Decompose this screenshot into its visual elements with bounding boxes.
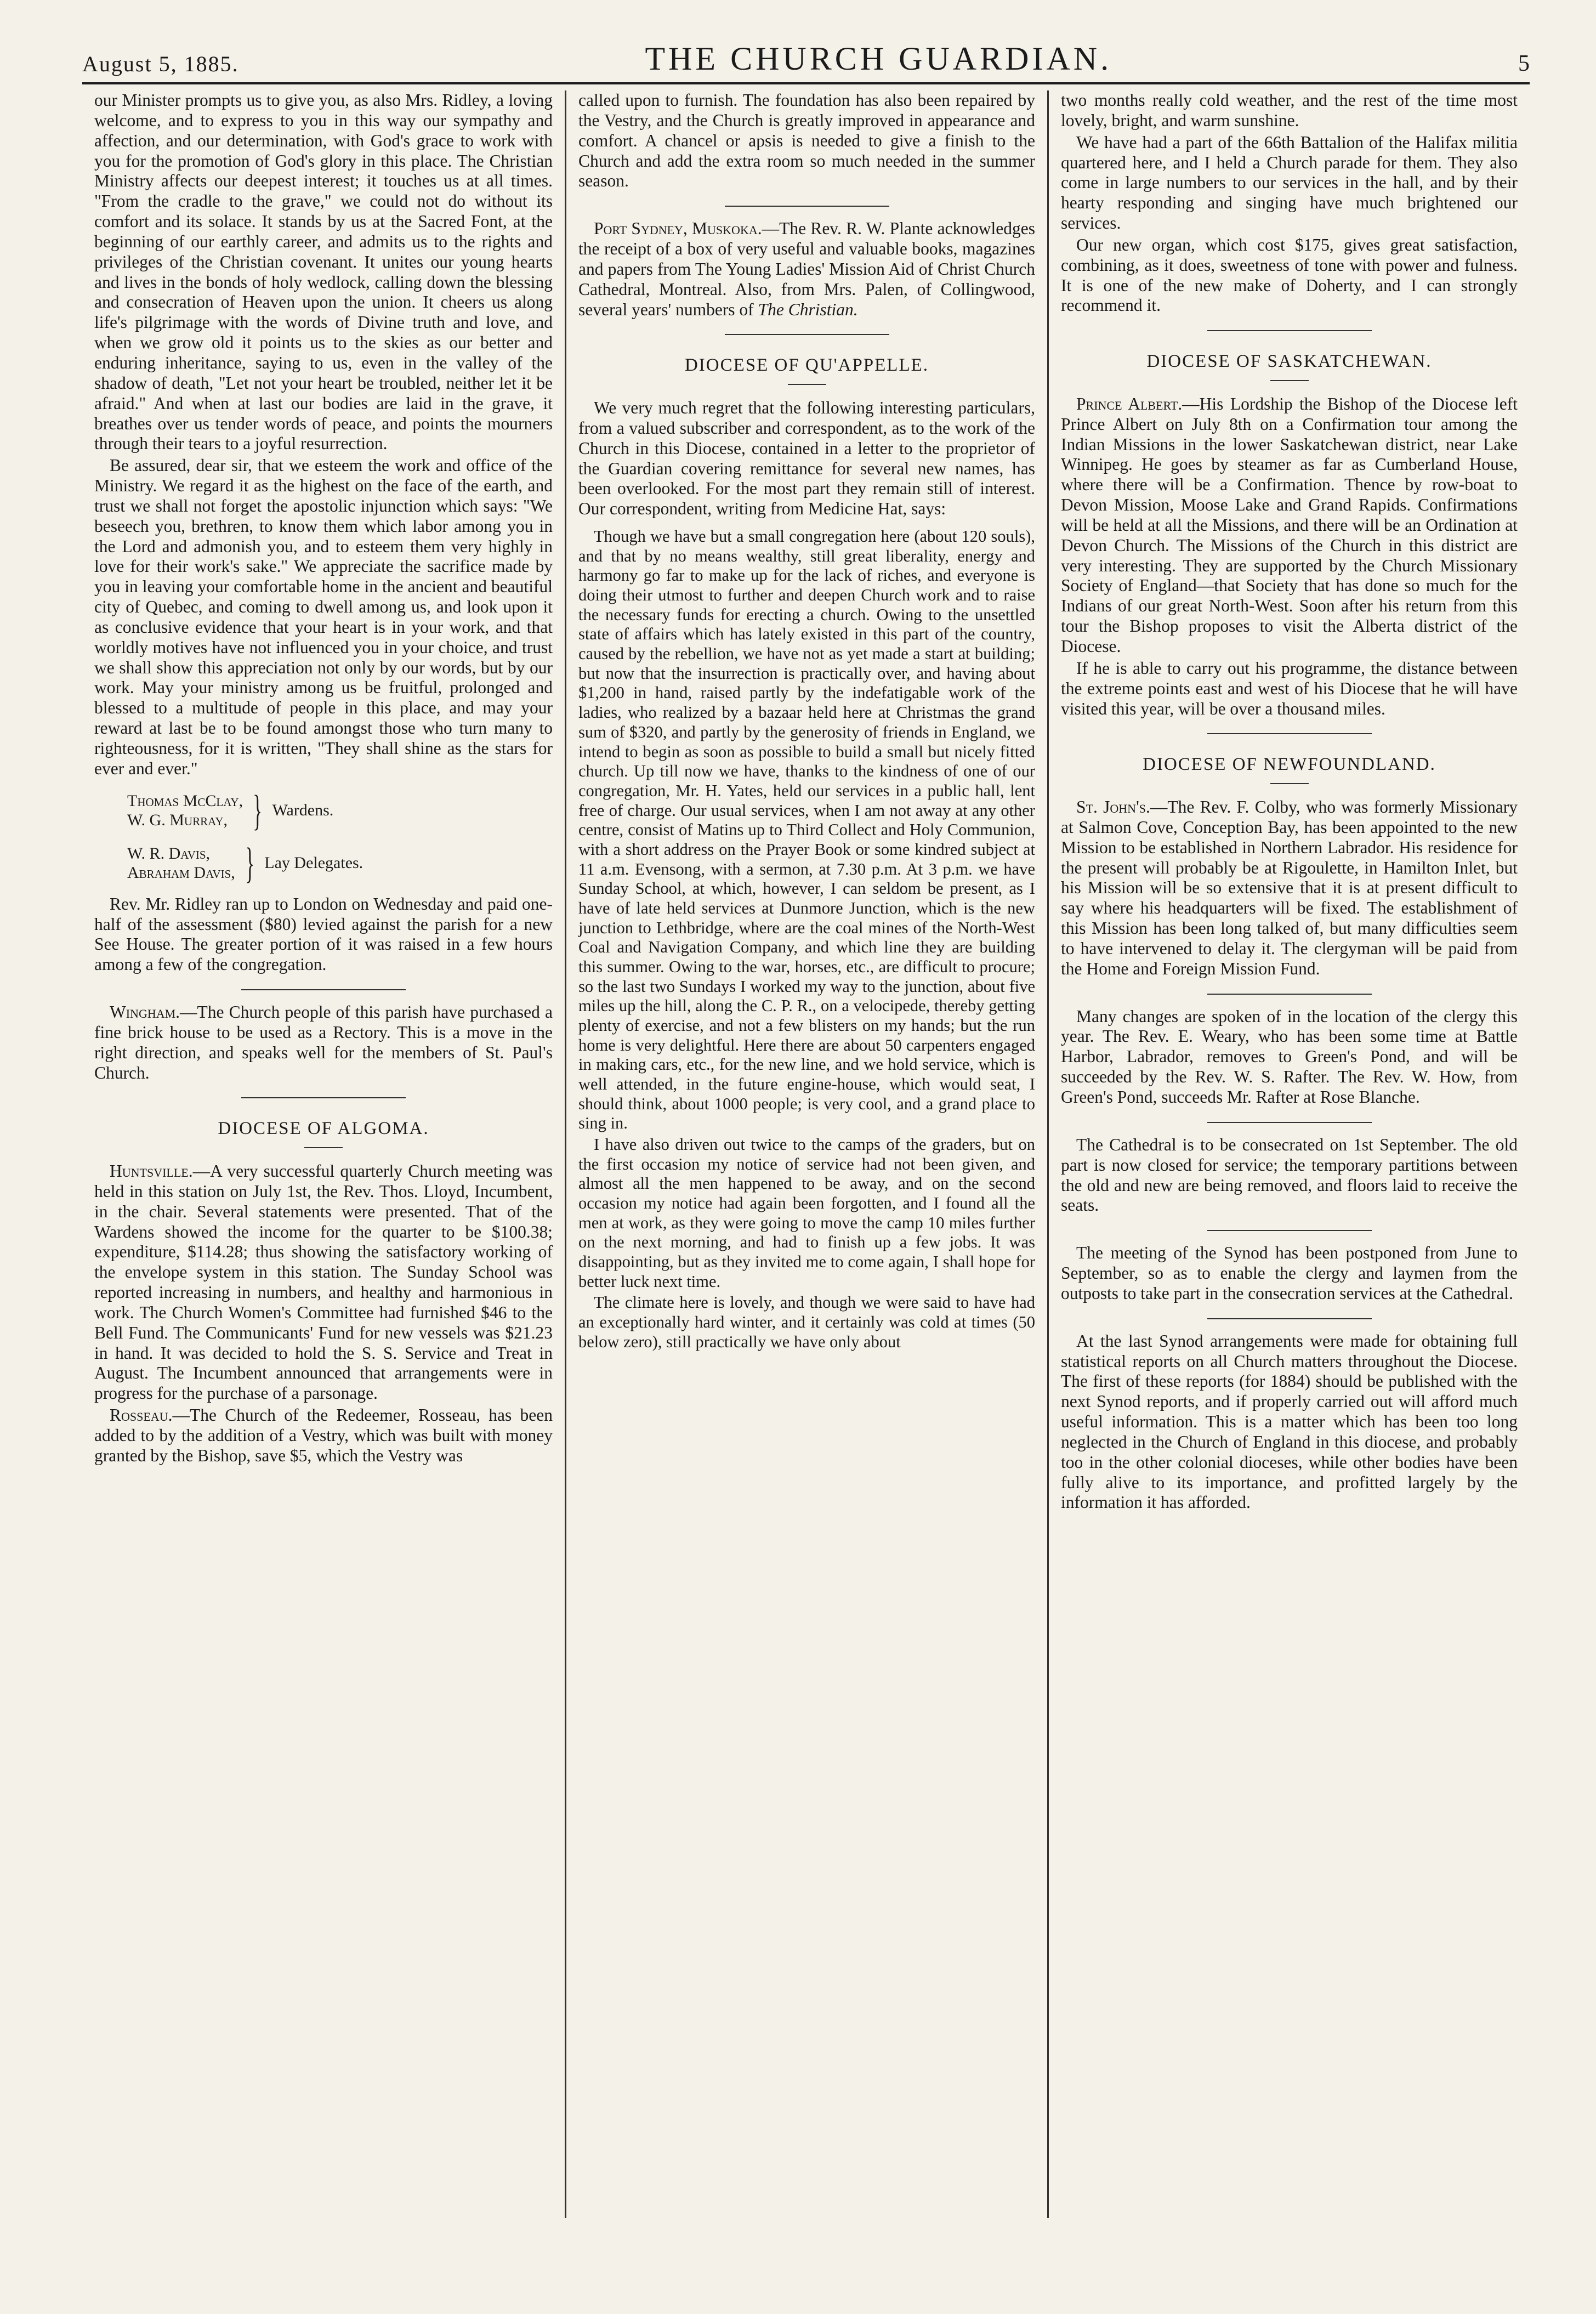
divider <box>1207 994 1372 995</box>
rosseau-item <box>94 1405 553 1466</box>
item-text: —His Lordship the Bishop of the Diocese left Prince Albert on July 8th on a Confirmation tour among the Indian Missions in the lower Saskatchewan district, near Lake Winnipeg. He goes by steamer as far as Cumberland House, where there will be a Confirmation. Thence by row-boat to Devon Mission, Moose Lake and Grand Rapids. Confirmations will be held at all the Missions, and there will be an Ordination at Devon Church. The Missions of the Church in this district are very interesting. They are supported by the Church Missionary Society of England—that Society that has done so much for the Indians of our great North-West. Soon after his return from this tour the Bishop proposes to visit the Alberta district of the Diocese. <box>1061 394 1518 656</box>
column-2 <box>565 90 1047 2218</box>
wardens-signature <box>127 786 553 834</box>
divider <box>725 334 889 335</box>
letter-paragraph: We have had a part of the 66th Battalion of the Halifax militia quartered here, and I held a Church parade for them. They also come in large numbers to our services in the hall, and by their hearty responding and singing have much brightened our services. <box>1061 132 1518 233</box>
place-name: St. John's. <box>1076 797 1150 816</box>
st-johns-item <box>1061 797 1518 979</box>
letter-paragraph: I have also driven out twice to the camps of the graders, but on the first occasion my notice of service had not been given, and almost all the men happened to be away, and on the second occasion my notice had again been forgotten, and I found all the men at work, as they were going to move the camp 10 miles further on the next morning, and had to finish up a few jobs. It was disappointing, but as they invited me to come again, I shall hope for better luck next time. <box>578 1135 1035 1291</box>
divider <box>1207 1122 1372 1123</box>
port-sydney-item <box>578 219 1035 320</box>
page-header <box>82 33 1530 84</box>
divider <box>304 1147 343 1148</box>
place-name: Huntsville. <box>110 1161 193 1181</box>
correspondent-letter <box>578 527 1035 1352</box>
column-3 <box>1047 90 1530 2218</box>
place-name: Port Sydney, Muskoka. <box>594 219 762 239</box>
place-name: Prince Albert. <box>1076 394 1183 413</box>
divider <box>1207 1230 1372 1231</box>
signatory-name: Abraham Davis, <box>127 863 235 882</box>
signatory-name: W. R. Davis, <box>127 844 211 863</box>
address-paragraph: our Minister prompts us to give you, as also Mrs. Ridley, a loving welcome, and to express to you in this way our sympathy and affection, and our determination, with God's grace to work with you for the promotion of God's glory in this place. The Christian Ministry affects our deepest interest; it touches us at all times. "From the cradle to the grave," we could not do without its comfort and its solace. It stands by us at the Sacred Font, at the beginning of our earthly career, and admits us to the rights and privileges of the Christian covenant. It unites our young hearts and lives in the bonds of holy wedlock, calling down the blessing and consecration of Heaven upon the union. It cheers us along life's pilgrimage with the words of Divine truth and love, and when we grow old it points us to the skies as our better and enduring inheritance, saying to us, even in the valley of the shadow of death, "Let not your heart be troubled, neither let it be afraid." And when at last our bodies are laid in the grave, it breathes over us tender words of peace, and points the mourners through their tears to a joyful resurrection. <box>94 90 553 453</box>
divider <box>788 384 826 385</box>
column-1 <box>82 90 565 2218</box>
letter-paragraph: two months really cold weather, and the rest of the time most lovely, bright, and warm sunshine. <box>1061 90 1518 130</box>
prince-albert-item <box>1061 394 1518 657</box>
huntsville-item <box>94 1161 553 1404</box>
item-text: —The Church of the Redeemer, Rosseau, has been added to by the addition of a Vestry, which was built with money granted by the Bishop, save $5, which the Vestry was <box>94 1405 553 1465</box>
news-paragraph: Rev. Mr. Ridley ran up to London on Wednesday and paid one-half of the assessment ($80) levied against the parish for a new See House. The greater portion of it was raised in a few hours among a few of the congregation. <box>94 894 553 974</box>
news-paragraph: If he is able to carry out his programme, the distance between the extreme points east and west of his Diocese that he will have visited this year, will be over a thousand miles. <box>1061 658 1518 718</box>
item-text: —The Rev. R. W. Plante acknowledges the receipt of a box of very useful and valuable books, magazines and papers from The Young Ladies' Mission Aid of Christ Church Cathedral, Montreal. Also, from Mrs. Palen, of Collingwood, several years' numbers of <box>578 219 1036 319</box>
masthead-title: THE CHURCH GUARDIAN. <box>645 41 1112 77</box>
item-text: —The Church people of this parish have purchased a fine brick house to be used as a Rectory. This is a move in the right direction, and speaks well for the members of St. Paul's Church. <box>94 1002 553 1082</box>
section-heading: DIOCESE OF QU'APPELLE. <box>684 355 929 376</box>
place-name: Wingham. <box>110 1002 180 1022</box>
signatory-name: Thomas McClay, <box>127 791 243 810</box>
intro-paragraph: We very much regret that the following interesting particulars, from a valued subscriber and correspondent, as to the work of the Church in this Diocese, contained in a letter to the proprietor of the Guardian covering remittance for several new names, has been overlooked. For the most part they remain still of interest. Our correspondent, writing from Medicine Hat, says: <box>578 398 1035 519</box>
item-text: —The Rev. F. Colby, who was formerly Missionary at Salmon Cove, Conception Bay, has been appointed to the new Mission to be established in Northern Labrador. His residence for the present will probably be at Rigoulette, in Hamilton Inlet, but his Mission will be so extensive that it is at present difficult to say where his headquarters will be fixed. The establishment of this Mission has been long talked of, but many difficulties seem to have intervened to delay it. The clergyman will be paid from the Home and Foreign Mission Fund. <box>1061 797 1518 978</box>
news-paragraph: called upon to furnish. The foundation has also been repaired by the Vestry, and the Church is greatly improved in appearance and comfort. A chancel or apsis is needed to give a finish to the Church and add the extra room so much needed in the summer season. <box>578 90 1035 191</box>
brace-symbol: } <box>245 838 254 887</box>
place-name: Rosseau. <box>110 1405 173 1425</box>
divider <box>1207 330 1372 331</box>
letter-paragraph: Though we have but a small congregation here (about 120 souls), and that by no means wealthy, still great liberality, energy and harmony go far to make up for the lack of riches, and everyone is doing their utmost to further and deepen Church work and to raise the necessary funds for erecting a church. Owing to the unsettled state of affairs which has lately existed in this part of the country, caused by the rebellion, we have not as yet made a start at building; but now that the insurrection is practically over, and having about $1,200 in hand, raised partly by the indefatigable work of the ladies, who realized by a bazaar held here at Christmas the grand sum of $320, and partly by the generosity of friends in England, we intend to begin as soon as possible to build a small but nicely fitted church. Up till now we have, thanks to the kindness of one of our congregation, Mr. H. Yates, held our services in a public hall, lent free of charge. Our usual services, when I am not away at any other centre, consist of Matins up to Third Collect and Holy Communion, with a short address on the Prayer Book or some kindred subject at 11 a.m. Evensong, with a sermon, at 7.30 p.m. At 3 p.m. we have Sunday School, at which, however, I can seldom be present, as I have of late held services at Dunmore Junction, which is the new junction to Lethbridge, where are the coal mines of the North-West Coal and Navigation Company, and which line they are building this summer. Owing to the war, horses, etc., are difficult to procure; so the last two Sundays I worked my way to the junction, about five miles up the hill, along the C. P. R., on a velocipede, thereby getting plenty of exercise, and not a few blisters on my hands; but the run home is very delightful. Here there are about 50 carpenters engaged in making cars, etc., for the new line, and we hold service, which is well attended, in the future engine-house, which would seat, I should think, about 1000 people; is very cool, and a grand place to sing in. <box>578 527 1035 1133</box>
divider <box>1270 380 1309 381</box>
signatory-name: W. G. Murray, <box>127 810 228 829</box>
section-heading: DIOCESE OF NEWFOUNDLAND. <box>1143 755 1436 775</box>
divider <box>1207 1318 1372 1319</box>
divider <box>241 1097 406 1098</box>
section-heading: DIOCESE OF SASKATCHEWAN. <box>1146 351 1432 372</box>
article-columns <box>82 90 1530 2218</box>
news-paragraph: Many changes are spoken of in the location of the clergy this year. The Rev. E. Weary, who has been some time at Battle Harbor, Labrador, removes to Green's Pond, and will be succeeded by the Rev. W. S. Rafter. The Rev. W. How, from Green's Pond, succeeds Mr. Rafter at Rose Blanche. <box>1061 1006 1518 1107</box>
letter-paragraph: The climate here is lovely, and though we were said to have had an exceptionally hard winter, and it certainly was cold at times (50 below zero), still practically we have only about <box>578 1293 1035 1351</box>
publication-title: The Christian. <box>758 299 858 319</box>
news-paragraph: At the last Synod arrangements were made for obtaining full statistical reports on all Church matters throughout the Diocese. The first of these reports (for 1884) should be published with the next Synod reports, and if properly carried out will afford much useful information. This is a matter which has been too long neglected in the Church of England in this diocese, and probably too in the other colonial dioceses, while other bodies have been fully alive to its importance, and profitted largely by the information it has afforded. <box>1061 1331 1518 1512</box>
delegates-signature <box>127 838 553 887</box>
item-text: —A very successful quarterly Church meeting was held in this station on July 1st, the Rev. Thos. Lloyd, Incumbent, in the chair. Several statements were presented. That of the Wardens showed the income for the quarter to be $100.38; expenditure, $114.28; thus showing the satisfactory working of the envelope system in this station. The Sunday School was reported increasing in numbers, and healthy and harmonious in work. The Church Women's Committee had furnished $46 to the Bell Fund. The Communicants' Fund for new vessels was $21.23 in hand. It was decided to hold the S. S. Service and Treat in August. The Incumbent announced that arrangements were in progress for the purchase of a parsonage. <box>94 1161 553 1403</box>
page-number: 5 <box>1518 51 1530 76</box>
divider <box>1207 733 1372 734</box>
brace-symbol: } <box>253 786 263 834</box>
divider <box>725 206 889 207</box>
news-paragraph: The meeting of the Synod has been postponed from June to September, so as to enable the clergy and laymen from the outposts to take part in the consecration services at the Cathedral. <box>1061 1243 1518 1303</box>
section-heading: DIOCESE OF ALGOMA. <box>218 1119 429 1139</box>
news-paragraph: The Cathedral is to be consecrated on 1st September. The old part is now closed for service; the temporary partitions between the old and new are being removed, and floors laid to receive the seats. <box>1061 1135 1518 1215</box>
wingham-item <box>94 1002 553 1083</box>
signatory-role: Wardens. <box>272 801 334 820</box>
divider <box>241 989 406 990</box>
address-paragraph: Be assured, dear sir, that we esteem the work and office of the Ministry. We regard it as the highest on the face of the earth, and trust we shall not forget the apostolic injunction which says: "We beseech you, brethren, to know them which labor among you in the Lord and admonish you, and to esteem them very highly in love for their work's sake." We appreciate the sacrifice made by you in leaving your comfortable home in the ancient and beautiful city of Quebec, and coming to dwell among us, and look upon it as conclusive evidence that your heart is in your work, and that worldly motives have not influenced you in your choice, and trust we shall show this appreciation not only by our words, but by our work. May your ministry among us be fruitful, prolonged and blessed to a multitude of people in this place, and may your reward at last be to be found amongst those who turn many to righteousness, for it is written, "They shall shine as the stars for ever and ever." <box>94 456 553 778</box>
signatory-role: Lay Delegates. <box>264 854 363 872</box>
divider <box>1270 783 1309 784</box>
issue-date: August 5, 1885. <box>82 52 239 76</box>
letter-paragraph: Our new organ, which cost $175, gives great satisfaction, combining, as it does, sweetness of tone with power and fulness. It is one of the new make of Doherty, and I can strongly recommend it. <box>1061 235 1518 315</box>
